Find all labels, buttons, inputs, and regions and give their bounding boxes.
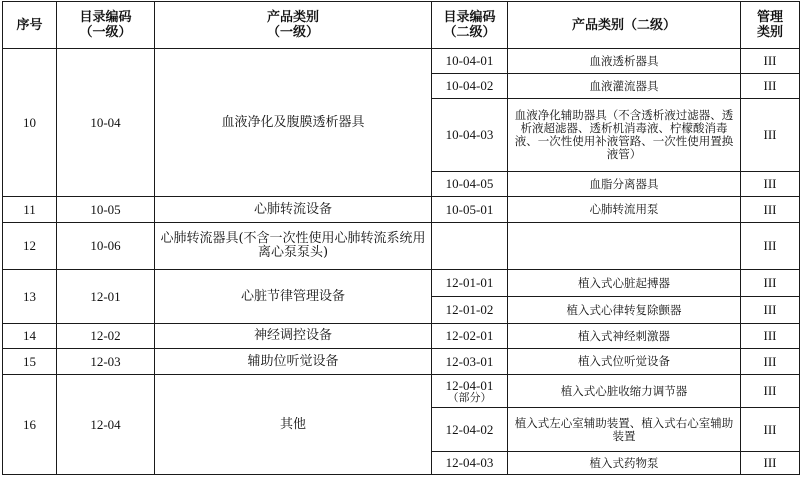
cell-category-level1: 辅助位听觉设备: [155, 349, 432, 375]
cell-management-class: III: [741, 172, 800, 197]
code-level2-text: 10-04-03: [445, 127, 494, 142]
cell-management-class: III: [741, 408, 800, 452]
cell-management-class: III: [741, 99, 800, 172]
cell-code-level2: [432, 49, 508, 74]
cell-seq: 11: [3, 197, 57, 223]
cell-code-level1: 10-04: [57, 49, 155, 197]
cell-category-level2: 植入式心脏收缩力调节器: [508, 375, 741, 408]
cell-category-level2: 血液灌流器具: [508, 74, 741, 99]
header-management-class: 管理 类别: [741, 2, 800, 49]
cell-code-level2: [432, 324, 508, 349]
cell-category-level1: 心肺转流器具(不含一次性使用心肺转流系统用离心泵泵头): [155, 223, 432, 270]
cell-category-level2: 植入式神经刺激器: [508, 324, 741, 349]
cell-category-level2: 植入式位听觉设备: [508, 349, 741, 375]
cell-code-level1: 10-05: [57, 197, 155, 223]
cell-code-level1: 12-02: [57, 324, 155, 349]
code-note: （部分）: [447, 391, 492, 404]
cell-category-level2: 血液净化辅助器具（不含透析液过滤器、透析液超滤器、透析机消毒液、柠檬酸消毒液、一次性使用补液管路、一次性使用置换液管）: [508, 99, 741, 172]
code-level2-text: 12-01-01: [445, 275, 494, 290]
cell-category-level2: 植入式心脏起搏器: [508, 270, 741, 297]
cell-management-class: III: [741, 349, 800, 375]
cell-seq: 16: [3, 375, 57, 475]
cell-management-class: III: [741, 197, 800, 223]
cell-category-level2: 心肺转流用泵: [508, 197, 741, 223]
cell-category-level1: 心脏节律管理设备: [155, 270, 432, 324]
cell-code-level2: [432, 223, 508, 270]
table-row: [3, 324, 800, 349]
code-level2-text: 12-04-03: [445, 455, 494, 470]
cell-code-level2: [432, 172, 508, 197]
cell-management-class: III: [741, 49, 800, 74]
table-row: [3, 49, 800, 74]
header-category-level1: 产品类别 （一级）: [155, 2, 432, 49]
code-level2-text: 12-04-02: [445, 421, 494, 437]
cell-category-level2: [508, 223, 741, 270]
header-code-level1: 目录编码 （一级）: [57, 2, 155, 49]
cell-category-level2: 植入式左心室辅助装置、植入式右心室辅助装置: [508, 408, 741, 452]
cell-category-level2: 血脂分离器具: [508, 172, 741, 197]
code-level2-text: 10-04-05: [445, 176, 494, 191]
cell-category-level2: 血液透析器具: [508, 49, 741, 74]
code-level2-text: 10-05-01: [445, 201, 494, 217]
code-level2-text: 10-04-02: [445, 78, 494, 93]
table-row: [3, 349, 800, 375]
cell-seq: 12: [3, 223, 57, 270]
cell-code-level2: [432, 270, 508, 297]
cell-code-level2: [432, 99, 508, 172]
header-code-level2: 目录编码 （二级）: [432, 2, 508, 49]
cell-code-level1: 12-04: [57, 375, 155, 475]
header-seq: 序号: [3, 2, 57, 49]
cell-management-class: III: [741, 324, 800, 349]
cell-code-level2: [432, 197, 508, 223]
cell-category-level1: 神经调控设备: [155, 324, 432, 349]
cell-management-class: III: [741, 375, 800, 408]
cell-management-class: III: [741, 452, 800, 475]
code-level2-text: 12-02-01: [445, 328, 494, 343]
cell-seq: 10: [3, 49, 57, 197]
cell-seq: 14: [3, 324, 57, 349]
code-level2-text: 12-01-02: [445, 302, 494, 317]
code-level2-text: 12-03-01: [445, 353, 494, 369]
table-row: [3, 270, 800, 297]
table-row: [3, 375, 800, 408]
code-level2-text: 12-04-01: [445, 377, 494, 393]
code-level2-text: 10-04-01: [445, 53, 494, 68]
cell-category-level2: 植入式药物泵: [508, 452, 741, 475]
cell-code-level2: [432, 74, 508, 99]
cell-code-level2: [432, 297, 508, 324]
cell-code-level1: 12-01: [57, 270, 155, 324]
table-row: [3, 197, 800, 223]
cell-code-level1: 10-06: [57, 223, 155, 270]
cell-code-level2: [432, 408, 508, 452]
table-row: [3, 223, 800, 270]
cell-management-class: III: [741, 74, 800, 99]
cell-category-level2: 植入式心律转复除颤器: [508, 297, 741, 324]
cell-management-class: III: [741, 297, 800, 324]
cell-code-level2: [432, 452, 508, 475]
cell-category-level1: 其他: [155, 375, 432, 475]
header-category-level2: 产品类别（二级）: [508, 2, 741, 49]
cell-category-level1: 心肺转流设备: [155, 197, 432, 223]
catalog-table: [2, 1, 800, 475]
cell-management-class: III: [741, 223, 800, 270]
cell-code-level2: [432, 375, 508, 408]
header-row: [3, 2, 800, 49]
cell-seq: 13: [3, 270, 57, 324]
cell-code-level1: 12-03: [57, 349, 155, 375]
cell-seq: 15: [3, 349, 57, 375]
cell-code-level2: [432, 349, 508, 375]
table-body: [3, 49, 800, 475]
cell-category-level1: 血液净化及腹膜透析器具: [155, 49, 432, 197]
cell-management-class: III: [741, 270, 800, 297]
